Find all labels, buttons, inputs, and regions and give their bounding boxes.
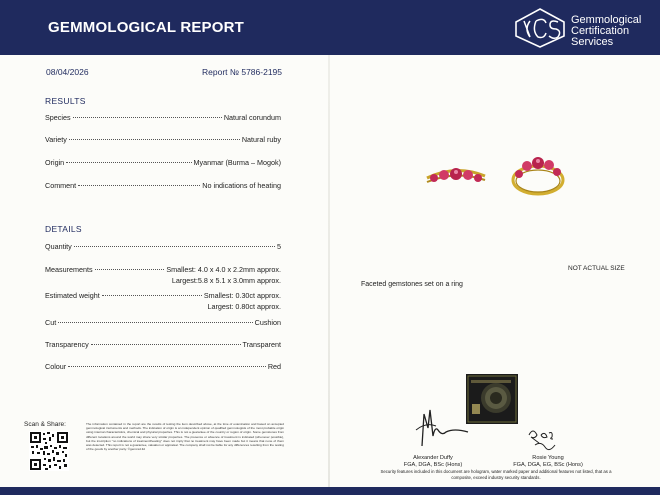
colour-row: Colour Red bbox=[45, 362, 281, 371]
hologram-seal-icon bbox=[466, 374, 518, 424]
report-number: Report № 5786-2195 bbox=[202, 67, 283, 77]
report-title: GEMMOLOGICAL REPORT bbox=[48, 19, 245, 36]
results-heading: RESULTS bbox=[45, 96, 86, 106]
gcs-logo-icon bbox=[512, 7, 568, 49]
qr-code-icon[interactable] bbox=[29, 431, 69, 471]
item-caption: Faceted gemstones set on a ring bbox=[361, 281, 463, 288]
not-actual-size-label: NOT ACTUAL SIZE bbox=[568, 265, 625, 272]
brand-name: Gemmological Certification Services bbox=[571, 14, 642, 48]
bottom-bar bbox=[0, 487, 660, 495]
measurements-largest: Largest:5.8 x 5.1 x 3.0mm approx. bbox=[171, 276, 281, 285]
signer-one: Alexander Duffy FGA, DGA, BSc (Hons) bbox=[403, 455, 463, 468]
scan-share-label: Scan & Share: bbox=[24, 421, 66, 428]
measurements-row: Measurements Smallest: 4.0 x 4.0 x 2.2mm approx. bbox=[45, 265, 281, 274]
signature-alexander-duffy bbox=[402, 406, 470, 450]
cut-row: Cut Cushion bbox=[45, 318, 281, 327]
quantity-row: Quantity 5 bbox=[45, 242, 281, 251]
page-fold bbox=[328, 55, 330, 495]
variety-row: Variety Natural ruby bbox=[45, 135, 281, 144]
signature-rosie-young bbox=[525, 425, 563, 455]
disclaimer-text: The information contained in the report are the results of testing the item described above, at the time of examination and based on accepted gemmological instruments and methods. The indication of origin is an independent opinion of qualified gemmologists of the most probable origin using internal characteristics, chemical and physical properties. This is not a guarantee of the country or region of origin. Some gemstones from different locations around the world may share very similar properties. The presence or absence of treatment is indicated (whenever possible), but the inscription "no indications of treatment/heating" does not imply that no treatment may have been made but it means that none of them was detected. This report is not a guarantee, valuation or appraisal. The company shall not be liable for any differences resulting from the testing of the goods by another party. ©gemcsd.ltd bbox=[86, 422, 284, 452]
weight-row: Estimated weight Smallest: 0.30ct approx. bbox=[45, 291, 281, 300]
ring-angle-view-icon bbox=[508, 150, 566, 198]
species-row: Species Natural corundum bbox=[45, 113, 281, 122]
comment-row: Comment No indications of heating bbox=[45, 181, 281, 190]
origin-row: Origin Myanmar (Burma – Mogok) bbox=[45, 158, 281, 167]
security-note: Security features included in this document are hologram, water marked paper and additional features not listed, that as a composite, exceed industry security standards. bbox=[380, 469, 612, 480]
details-heading: DETAILS bbox=[45, 224, 82, 234]
report-date: 08/04/2026 bbox=[46, 67, 89, 77]
signer-two: Rosie Young FGA, DGA, EG, BSc (Hons) bbox=[513, 455, 583, 468]
weight-largest: Largest: 0.80ct approx. bbox=[207, 302, 281, 311]
transparency-row: Transparency Transparent bbox=[45, 340, 281, 349]
header-bar bbox=[0, 0, 660, 55]
ring-top-view-icon bbox=[425, 160, 487, 190]
